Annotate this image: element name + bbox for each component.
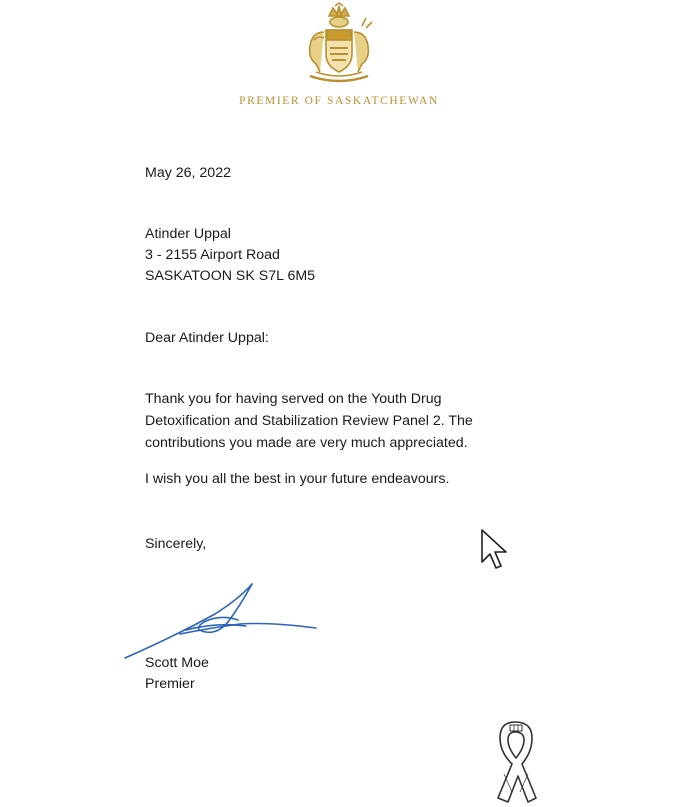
salutation: Dear Atinder Uppal: — [145, 330, 269, 346]
signer-name: Scott Moe — [145, 655, 209, 671]
recipient-address — [145, 224, 315, 287]
support-our-troops-ribbon-icon — [488, 718, 542, 804]
signature-block — [145, 653, 209, 695]
body-line: Detoxification and Stabilization Review Panel 2. The — [145, 413, 473, 429]
signer-title: Premier — [145, 676, 195, 692]
complimentary-close: Sincerely, — [145, 536, 207, 552]
recipient-name: Atinder Uppal — [145, 226, 231, 242]
letter-body-paragraph — [145, 389, 535, 455]
recipient-city-line: SASKATOON SK S7L 6M5 — [145, 268, 316, 284]
recipient-street: 3 - 2155 Airport Road — [145, 247, 280, 263]
closing-wish: I wish you all the best in your future endeavours. — [145, 471, 450, 487]
letterhead-office-title: PREMIER OF SASKATCHEWAN — [239, 95, 439, 107]
mouse-pointer-icon — [480, 528, 508, 570]
body-line: Thank you for having served on the Youth Drug — [145, 391, 442, 407]
body-line: contributions you made are very much appreciated. — [145, 435, 468, 451]
letter-date: May 26, 2022 — [145, 165, 231, 181]
coat-of-arms-icon — [296, 2, 382, 88]
